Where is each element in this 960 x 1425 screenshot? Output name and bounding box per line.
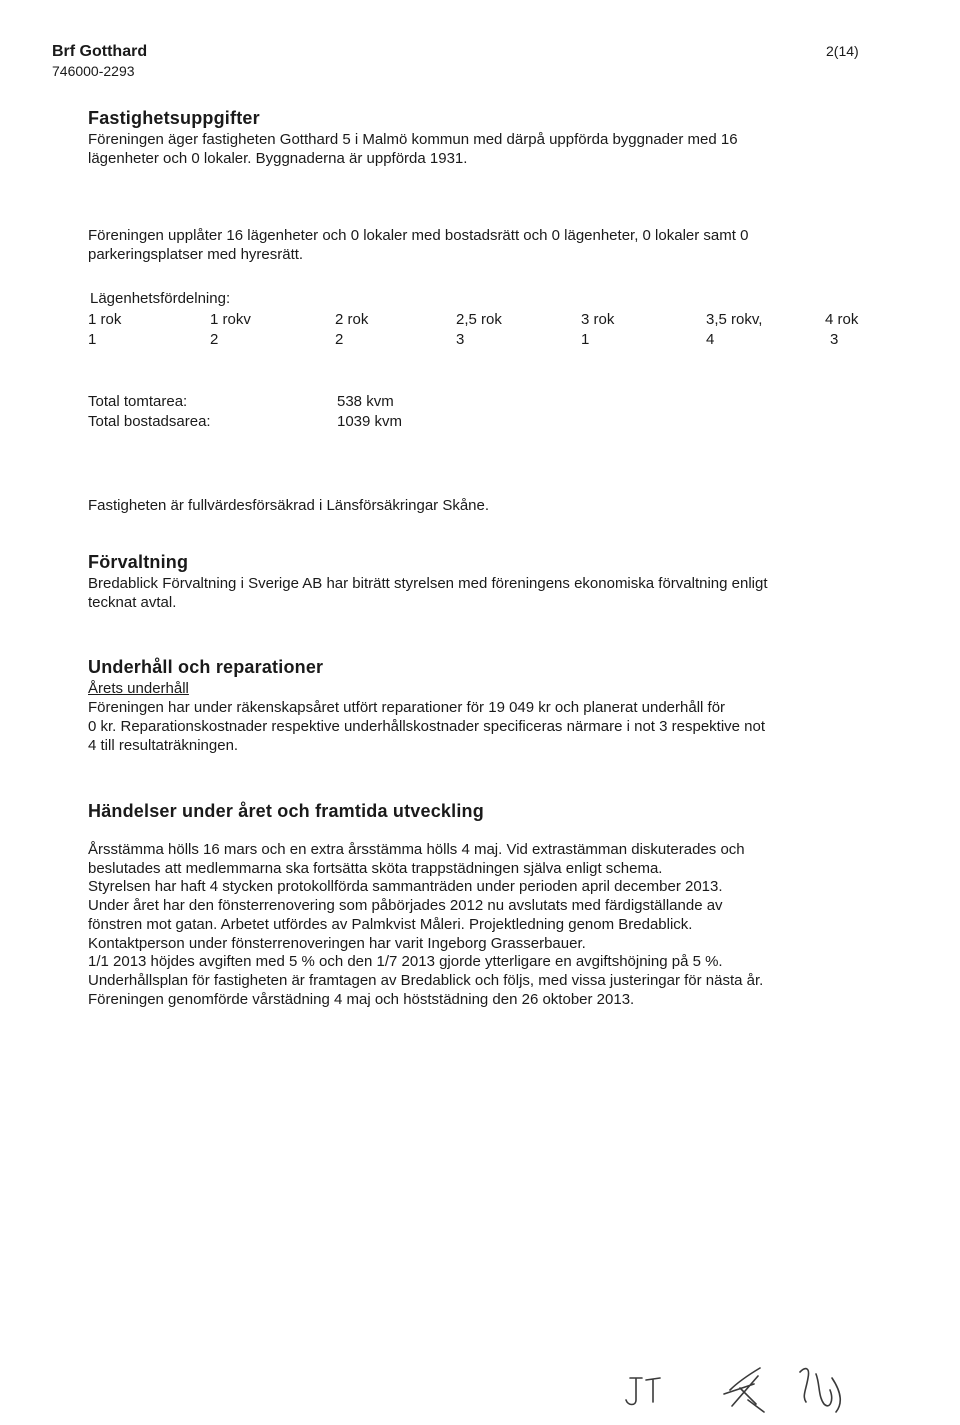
maintenance-paragraph-line: 0 kr. Reparationskostnader respektive underhållskostnader specificeras närmare i not 3 respektive not	[88, 718, 766, 735]
distribution-type: 3 rok	[581, 311, 615, 328]
events-line: fönstren mot gatan. Arbetet utfördes av Palmkvist Måleri. Projektledning genom Bredablick.	[88, 915, 693, 933]
distribution-count: 1	[581, 331, 590, 348]
distribution-count: 3	[456, 331, 465, 348]
events-line: beslutades att medlemmarna ska fortsätta sköta trappstädningen själva enligt schema.	[88, 859, 663, 877]
distribution-type: 2,5 rok	[456, 311, 502, 328]
subheading-arets-underhall: Årets underhåll	[88, 680, 189, 697]
handwritten-initials	[620, 1360, 880, 1420]
distribution-type: 3,5 rokv,	[706, 311, 763, 328]
distribution-count: 2	[210, 331, 219, 348]
events-line: Föreningen genomförde vårstädning 4 maj och höststädning den 26 oktober 2013.	[88, 990, 635, 1008]
events-line: Styrelsen har haft 4 stycken protokollförda sammanträden under perioden april december 2013.	[88, 878, 723, 896]
section-heading-underhall: Underhåll och reparationer	[88, 657, 324, 677]
maintenance-paragraph-line: Föreningen har under räkenskapsåret utfört reparationer för 19 049 kr och planerat underhåll för	[88, 699, 726, 716]
total-bostadsarea-value: 1039 kvm	[337, 413, 403, 430]
tenure-paragraph-line: parkeringsplatser med hyresrätt.	[88, 246, 304, 263]
management-paragraph-line: Bredablick Förvaltning i Sverige AB har biträtt styrelsen med föreningens ekonomiska förvaltning enligt	[88, 575, 768, 592]
insurance-statement: Fastigheten är fullvärdesförsäkrad i Länsförsäkringar Skåne.	[88, 497, 490, 514]
management-paragraph-line: tecknat avtal.	[88, 594, 177, 611]
events-line: Årsstämma hölls 16 mars och en extra årsstämma hölls 4 maj. Vid extrastämman diskuterades och	[88, 841, 745, 858]
property-paragraph-line: Föreningen äger fastigheten Gotthard 5 i Malmö kommun med därpå uppförda byggnader med 16	[88, 131, 738, 148]
initials-jt-signature	[626, 1378, 642, 1405]
initials-ig-signature	[800, 1369, 840, 1412]
distribution-type: 1 rokv	[210, 311, 251, 328]
distribution-count: 3	[830, 331, 839, 348]
total-tomtarea-label: Total tomtarea:	[88, 393, 188, 410]
events-line: 1/1 2013 höjdes avgiften med 5 % och den 1/7 2013 gjorde ytterligare en avgiftshöjning på 5 %.	[88, 953, 723, 971]
initials-kk-signature	[724, 1368, 764, 1412]
page-number: 2(14)	[826, 43, 859, 59]
distribution-type: 2 rok	[335, 311, 369, 328]
maintenance-paragraph-line: 4 till resultaträkningen.	[88, 737, 239, 754]
property-paragraph-line: lägenheter och 0 lokaler. Byggnaderna är uppförda 1931.	[88, 150, 468, 167]
section-heading-fastighetsuppgifter: Fastighetsuppgifter	[88, 108, 260, 128]
distribution-type: 1 rok	[88, 311, 122, 328]
distribution-type: 4 rok	[825, 311, 859, 328]
events-line: Underhållsplan för fastigheten är framtagen av Bredablick och följs, med vissa justeringar för nästa år.	[88, 971, 764, 989]
events-paragraph	[88, 841, 763, 1009]
organization-name: Brf Gotthard	[52, 43, 148, 60]
section-heading-forvaltning: Förvaltning	[88, 552, 189, 572]
total-bostadsarea-label: Total bostadsarea:	[88, 413, 211, 430]
distribution-count: 4	[706, 331, 715, 348]
events-line: Under året har den fönsterrenovering som påbörjades 2012 nu avslutats med färdigställande av	[88, 897, 723, 915]
total-tomtarea-value: 538 kvm	[337, 393, 394, 410]
organization-number: 746000-2293	[52, 63, 135, 79]
events-line: Kontaktperson under fönsterrenoveringen har varit Ingeborg Grasserbauer.	[88, 934, 586, 952]
tenure-paragraph-line: Föreningen upplåter 16 lägenheter och 0 lokaler med bostadsrätt och 0 lägenheter, 0 lokaler samt 0	[88, 227, 749, 244]
distribution-count: 2	[335, 331, 344, 348]
distribution-label: Lägenhetsfördelning:	[90, 290, 231, 307]
section-heading-handelser: Händelser under året och framtida utveckling	[88, 801, 484, 821]
distribution-count: 1	[88, 331, 97, 348]
